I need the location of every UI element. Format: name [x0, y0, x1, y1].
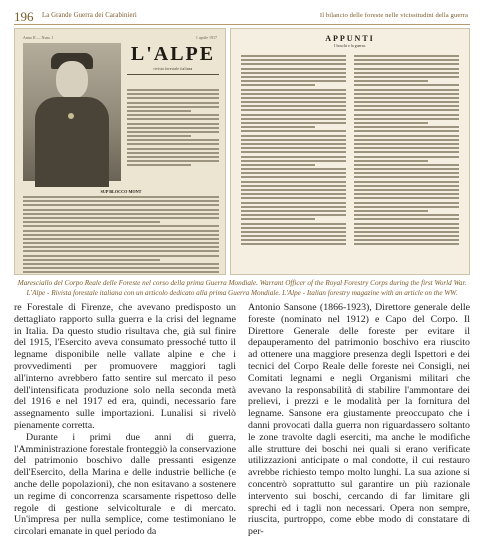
- magazine-figure-left: [14, 28, 226, 275]
- appunti-title: APPUNTI: [325, 34, 375, 43]
- figure-caption: [14, 279, 470, 298]
- header-rule: [14, 24, 470, 25]
- paragraph: re Forestale di Firenze, che avevano predisposto un dettagliato rapporto sulla guerra e la crisi del legname in Italia. Da questo studio risultava che, già sul finire del 1915, l'Esercito aveva consumato pressoché tutto il legname disponibile nelle vallate alpine e che i provvedimenti per promuovere maggiori tagli all'interno avrebbero fatto sentire sul mercato il peso dell'intensificata produzione solo nella seconda metà del 1916 e nel 1917 ed era, quindi, necessario fare assegnamento sulle importazioni. Lunalisi si rivelò pienamente corretta.: [14, 302, 236, 431]
- masthead-subtitle: rivista forestale italiana: [153, 67, 193, 71]
- paragraph: Antonio Sansone (1866-1923), Direttore generale delle foreste (nominato nel 1912) e Capo del Corpo. Il Direttore Generale delle foreste per evitare il depauperamento del patrimonio boschivo era riuscito ad ottenere una maggiore presenza degli Ispettori e dei tecnici del Corpo Reale delle foreste nei Consigli, nei Comitati legnami e negli Organismi militari che avevano la responsabilità di stabilire l'ammontare dei prelievi, i prezzi e le modalità per la fornitura del legname. Sansone era giustamente preoccupato che i danni provocati dalla guerra non riguardassero soltanto le zone travolte dagli eserciti, ma anche le modifiche alle strutture dei boschi nei quali si erano verificate utilizzazioni anticipate o mal condotte, il cui restauro avrebbe richiesto tempo molto lunghi. La sua azione si concentrò soprattutto sul garantire un più razionale intervento sui boschi, cercando di far limitare gli sprechi ed i tagli non necessari. Opera non sempre, riuscita, purtroppo, come ebbe modo di constatare di per-: [248, 302, 470, 538]
- magazine-issue-line: [23, 35, 217, 43]
- magazine-article: [23, 187, 219, 276]
- issue-number: Anno II — Num. 1: [23, 35, 54, 40]
- magazine-masthead: [127, 43, 219, 75]
- page-number: 196: [14, 9, 34, 24]
- running-header: [14, 10, 472, 24]
- chapter-title: Il bilancio delle foreste nelle vicissitudini della guerra: [319, 12, 468, 19]
- caption-line-1: Maresciallo del Corpo Reale delle Foreste nel corso della prima Guerra Mondiale. Warrant Officer of the Royal Forestry Corps during the first World War.: [17, 279, 467, 287]
- body-column-left: [14, 302, 236, 538]
- appunti-subtitle: I boschi e la guerra.: [334, 43, 366, 48]
- magazine-text-column: [127, 89, 219, 169]
- paragraph: Durante i primi due anni di guerra, l'Amministrazione forestale fronteggiò la conservazione del patrimonio boschivo dalle pressanti esigenze dell'Esercito, della Marina e delle industrie belliche (e anche delle popolazioni), che non esitavano a sostenere un regime di concorrenza scarsamente rispettoso delle regole di gestione selvicolturale e di mercato. Un'impresa per nulla semplice, come testimoniano le circolari emanate in quel periodo da: [14, 431, 236, 538]
- article-heading: SUP BLOCCO MONT: [100, 189, 142, 194]
- masthead-title: L'ALPE: [130, 43, 216, 65]
- issue-date: 1 aprile 1917: [195, 35, 217, 40]
- book-title: La Grande Guerra dei Carabinieri: [42, 12, 137, 19]
- caption-line-2: L'Alpe - Rivista forestale italiana con un articolo dedicato alla prima Guerra Mondiale. L'Alpe - Italian forestry magazine with an article on the WW.: [26, 288, 458, 297]
- appunti-column-left: [241, 55, 346, 248]
- officer-portrait-photo: [23, 43, 121, 181]
- magazine-figure-right: [230, 28, 470, 275]
- appunti-column-right: [354, 55, 459, 248]
- body-column-right: [248, 302, 470, 538]
- body-text: [14, 302, 470, 538]
